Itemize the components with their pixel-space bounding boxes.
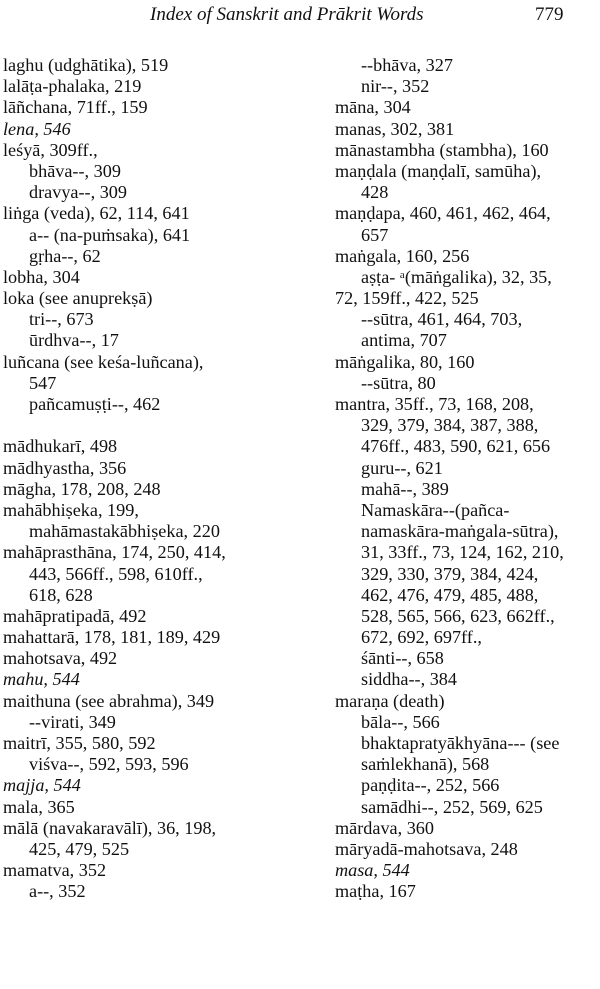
index-entry: maṇḍala (maṇḍalī, samūha),: [335, 160, 542, 181]
index-entry: māna, 304: [335, 97, 411, 118]
index-subentry: gṛha--, 62: [29, 245, 101, 266]
index-entry: maṅgala, 160, 256: [335, 245, 470, 266]
index-entry: mahābhiṣeka, 199,: [3, 499, 139, 520]
index-subentry: dravya--, 309: [29, 182, 127, 203]
index-entry: manas, 302, 381: [335, 118, 455, 139]
index-entry: liṅga (veda), 62, 114, 641: [3, 203, 190, 224]
index-entry: mahattarā, 178, 181, 189, 429: [3, 627, 221, 648]
index-entry: masa, 544: [335, 860, 410, 881]
index-entry: mālā (navakaravālī), 36, 198,: [3, 817, 217, 838]
index-entry: 72, 159ff., 422, 525: [335, 288, 479, 309]
index-subentry: mahāmastakābhiṣeka, 220: [29, 521, 220, 542]
index-entry: leśyā, 309ff.,: [3, 139, 98, 160]
index-entry: majja, 544: [3, 775, 81, 796]
index-entry: mala, 365: [3, 796, 75, 817]
index-subentry: --sūtra, 461, 464, 703,: [361, 309, 523, 330]
index-subentry: 443, 566ff., 598, 610ff.,: [29, 563, 203, 584]
index-entry: māṅgalika, 80, 160: [335, 351, 475, 372]
index-subentry: paṇḍita--, 252, 566: [361, 775, 500, 796]
index-subentry: nir--, 352: [361, 76, 430, 97]
index-subentry: 657: [361, 224, 389, 245]
index-subentry: a-- (na-puṁsaka), 641: [29, 224, 191, 245]
index-subentry: siddha--, 384: [361, 669, 457, 690]
index-entry: mahāprasthāna, 174, 250, 414,: [3, 542, 226, 563]
index-subentry: samādhi--, 252, 569, 625: [361, 796, 543, 817]
index-entry: lalāṭa-phalaka, 219: [3, 76, 142, 97]
index-entry: loka (see anuprekṣā): [3, 288, 153, 309]
index-subentry: 329, 330, 379, 384, 424,: [361, 563, 539, 584]
index-subentry: bhaktapratyākhyāna--- (see: [361, 733, 560, 753]
index-entry: mahotsava, 492: [3, 648, 118, 669]
index-entry: maitrī, 355, 580, 592: [3, 733, 156, 753]
index-subentry: pañcamuṣṭi--, 462: [29, 394, 161, 414]
left-index-column: [3, 55, 303, 903]
index-subentry: --sūtra, 80: [361, 372, 436, 393]
index-subentry: śānti--, 658: [361, 648, 444, 669]
index-subentry: 425, 479, 525: [29, 838, 130, 859]
index-entry: mahu, 544: [3, 669, 80, 690]
index-subentry: bhāva--, 309: [29, 160, 121, 181]
index-entry: mārdava, 360: [335, 817, 434, 838]
index-subentry: 428: [361, 182, 389, 203]
index-subentry: guru--, 621: [361, 457, 443, 478]
index-subentry: tri--, 673: [29, 309, 94, 330]
index-subentry: 31, 33ff., 73, 124, 162, 210,: [361, 542, 564, 563]
index-subentry: Namaskāra--(pañca-: [361, 499, 510, 520]
right-index-column: [335, 55, 600, 903]
index-entry: mādhukarī, 498: [3, 436, 118, 457]
index-subentry: 528, 565, 566, 623, 662ff.,: [361, 605, 555, 626]
index-entry: lobha, 304: [3, 266, 80, 287]
index-entry: mamatva, 352: [3, 860, 107, 881]
index-subentry: 547: [29, 372, 57, 393]
index-entry: maithuna (see abrahma), 349: [3, 690, 215, 711]
index-subentry: aṣṭa- ᵃ(māṅgalika), 32, 35,: [361, 266, 552, 287]
index-subentry: antima, 707: [361, 330, 447, 351]
index-entry: mahāpratipadā, 492: [3, 605, 147, 626]
index-subentry: viśva--, 592, 593, 596: [29, 754, 189, 775]
index-entry: luñcana (see keśa-luñcana),: [3, 351, 204, 372]
index-subentry: namaskāra-maṅgala-sūtra),: [361, 521, 559, 542]
index-entry: maṇḍapa, 460, 461, 462, 464,: [335, 203, 551, 224]
index-entry: mantra, 35ff., 73, 168, 208,: [335, 394, 534, 414]
index-subentry: 476ff., 483, 590, 621, 656: [361, 436, 551, 457]
index-entry: māryadā-mahotsava, 248: [335, 838, 518, 859]
index-subentry: 618, 628: [29, 584, 93, 605]
index-entry: lāñchana, 71ff., 159: [3, 97, 148, 118]
index-subentry: 329, 379, 384, 387, 388,: [361, 415, 539, 436]
index-subentry: --virati, 349: [29, 711, 116, 732]
index-entry: lena, 546: [3, 118, 71, 139]
index-subentry: mahā--, 389: [361, 478, 449, 499]
running-title: Index of Sanskrit and Prākrit Words: [150, 4, 424, 25]
index-subentry: ūrdhva--, 17: [29, 330, 119, 351]
page-header: [0, 2, 600, 30]
index-subentry: a--, 352: [29, 881, 86, 902]
index-entry: maṭha, 167: [335, 881, 416, 902]
index-entry: maraṇa (death): [335, 690, 445, 711]
section-gap: [3, 415, 303, 436]
index-entry: laghu (udghātika), 519: [3, 55, 169, 75]
index-entry: māgha, 178, 208, 248: [3, 478, 161, 499]
index-subentry: 462, 476, 479, 485, 488,: [361, 584, 539, 605]
index-entry: mādhyastha, 356: [3, 457, 127, 478]
index-entry: mānastambha (stambha), 160: [335, 139, 549, 160]
index-subentry: 672, 692, 697ff.,: [361, 627, 482, 648]
page-number: 779: [535, 4, 564, 25]
index-subentry: saṁlekhanā), 568: [361, 754, 490, 775]
index-subentry: --bhāva, 327: [361, 55, 453, 75]
index-subentry: bāla--, 566: [361, 711, 440, 732]
